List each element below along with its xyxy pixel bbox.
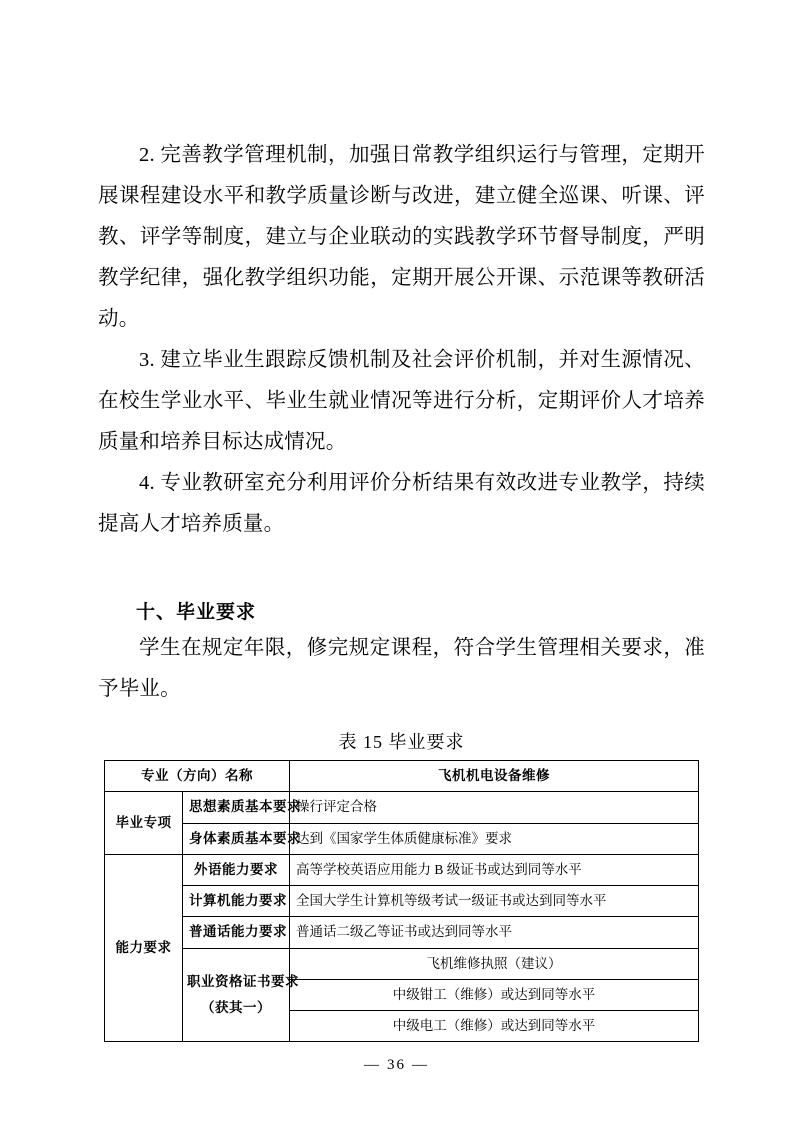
row-value: 达到《国家学生体质健康标准》要求 [290,823,699,854]
row-label: 思想素质基本要求 [183,792,290,823]
table-header-right: 飞机机电设备维修 [290,761,699,792]
row-group-label-bottom: 能力要求 [105,854,183,1042]
page-number-dash-right: — [412,1057,429,1073]
row-label: 外语能力要求 [183,854,290,885]
row-value: 高等学校英语应用能力 B 级证书或达到同等水平 [290,854,699,885]
table-row [105,792,699,823]
paragraph-2: 2. 完善教学管理机制，加强日常教学组织运行与管理，定期开展课程建设水平和教学质量诊断与改进，建立健全巡课、听课、评教、评学等制度，建立与企业联动的实践教学环节督导制度，严明教学纪律，强化教学组织功能，定期开展公开课、示范课等教研活动。 [98,144,705,330]
row-value: 中级钳工（维修）或达到同等水平 [290,979,699,1010]
row-label-cert [183,948,299,1042]
paragraph-3: 3. 建立毕业生跟踪反馈机制及社会评价机制，并对生源情况、在校生学业水平、毕业生就业情况等进行分析，定期评价人才培养质量和培养目标达成情况。 [98,349,705,453]
page-number-dash-left: — [364,1057,381,1073]
row-group-label-top: 毕业专项 [105,792,183,855]
row-label-cert-line2: （获其一） [201,999,271,1015]
row-value: 普通话二级乙等证书或达到同等水平 [290,917,699,948]
row-label: 计算机能力要求 [183,886,290,917]
row-value: 全国大学生计算机等级考试一级证书或达到同等水平 [290,886,699,917]
table-row [105,917,699,948]
table-row [105,886,699,917]
page-number-value: 36 [387,1057,406,1073]
page-number [0,1057,793,1074]
table-row [105,948,699,979]
table-header-left: 专业（方向）名称 [105,761,290,792]
paragraph-4: 4. 专业教研室充分利用评价分析结果有效改进专业教学，持续提高人才培养质量。 [98,472,705,535]
section-heading: 十、毕业要求 [136,601,257,623]
row-label: 普通话能力要求 [183,917,290,948]
section-paragraph: 学生在规定年限，修完规定课程，符合学生管理相关要求，准予毕业。 [98,637,705,700]
row-value: 飞机维修执照（建议） [290,948,699,979]
row-label: 身体素质基本要求 [183,823,290,854]
spacer [98,545,705,565]
row-value: 中级电工（维修）或达到同等水平 [290,1011,699,1042]
table-header-row [105,761,699,792]
table-row [105,823,699,854]
row-value: 操行评定合格 [290,792,699,823]
table-row [105,854,699,885]
graduation-requirements-table [104,760,699,1042]
row-label-cert-line1: 职业资格证书要求 [187,974,299,990]
table-caption: 表 15 毕业要求 [338,732,465,752]
